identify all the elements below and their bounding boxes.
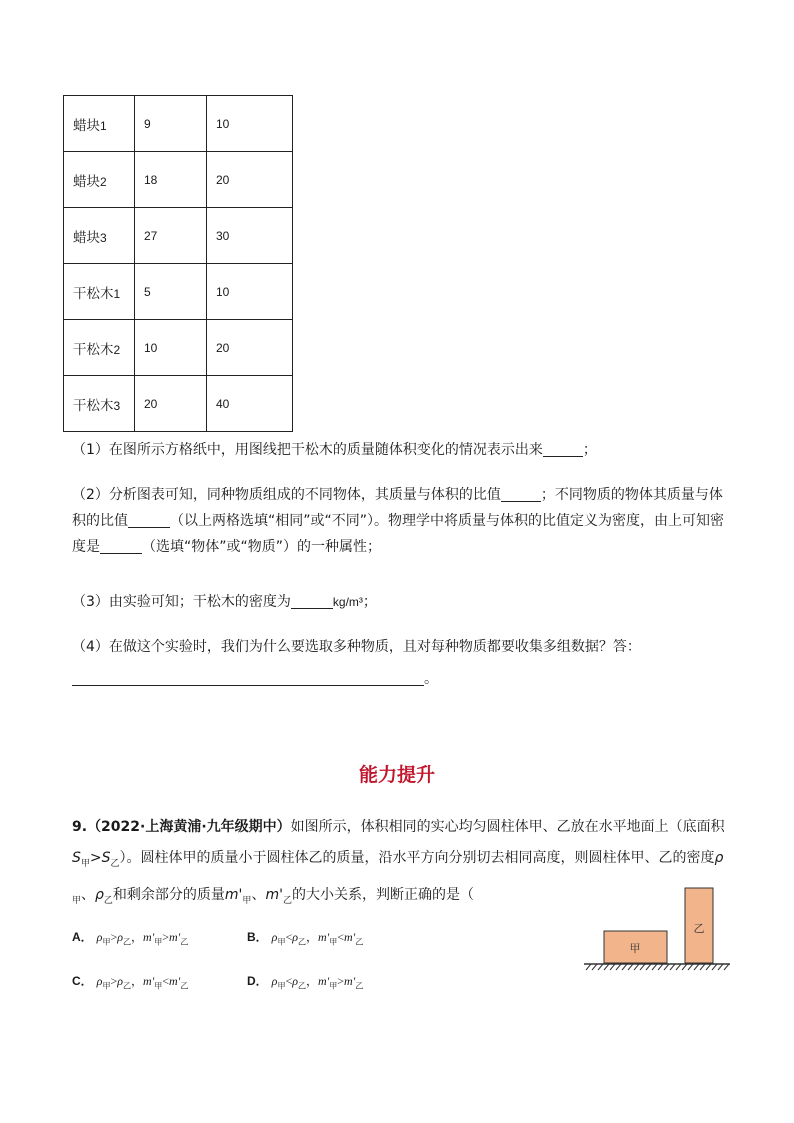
hatch-mark	[646, 964, 651, 970]
volume-cell: 10	[207, 264, 293, 320]
material-cell: 蜡块3	[64, 208, 135, 264]
hatch-mark	[616, 964, 621, 970]
question-1-text: （1）在图所示方格纸中，用图线把干松木的质量随体积变化的情况表示出来	[72, 442, 543, 458]
question-4: （4）在做这个实验时，我们为什么要选取多种物质，且对每种物质都要收集多组数据？答：	[72, 639, 641, 655]
hatch-mark	[688, 964, 693, 970]
table-row	[64, 208, 293, 264]
hatch-mark	[628, 964, 633, 970]
hatch-mark	[658, 964, 663, 970]
volume-cell: 20	[207, 320, 293, 376]
table-row	[64, 376, 293, 432]
hatch-mark	[622, 964, 627, 970]
option-label: A．	[72, 930, 93, 944]
mass-cell: 20	[135, 376, 207, 432]
cylinder-yi-label: 乙	[693, 922, 705, 935]
table-row	[64, 264, 293, 320]
volume-cell: 10	[207, 96, 293, 152]
question-2: （2）分析图表可知，同种物质组成的不同物体，其质量与体积的比值 ；不同物质的物体其质量与体积的比值 （以上两格选填“相同”或“不同”）。物理学中将质量与体积的比值定义为密度，由上可知密度是 （选填“物体”或“物质”）的一种属性；	[72, 487, 725, 555]
option-b[interactable]: B． $\rho_甲<\rho_乙$，$m'_甲<m'_乙$	[247, 930, 364, 947]
section-heading: 能力提升	[358, 764, 435, 786]
material-cell: 干松木3	[64, 376, 135, 432]
option-a[interactable]: A． $\rho_甲>\rho_乙$，$m'_甲>m'_乙$	[72, 930, 189, 947]
hatch-mark	[610, 964, 615, 970]
ground-hatching	[586, 964, 729, 970]
data-table	[63, 95, 293, 432]
hatch-mark	[664, 964, 669, 970]
table-row	[64, 96, 293, 152]
hatch-mark	[652, 964, 657, 970]
hatch-mark	[682, 964, 687, 970]
mass-cell: 5	[135, 264, 207, 320]
hatch-mark	[706, 964, 711, 970]
cylinders-figure	[582, 884, 732, 974]
answer-blank-1[interactable]	[543, 440, 583, 457]
option-c[interactable]: C． $\rho_甲>\rho_乙$，$m'_甲<m'_乙$	[72, 974, 189, 991]
option-label: C．	[72, 974, 93, 988]
answer-blank-3[interactable]	[291, 592, 333, 609]
option-label: B．	[247, 930, 268, 944]
table-row	[64, 152, 293, 208]
hatch-mark	[718, 964, 723, 970]
volume-cell: 20	[207, 152, 293, 208]
mass-cell: 10	[135, 320, 207, 376]
hatch-mark	[604, 964, 609, 970]
material-cell: 蜡块2	[64, 152, 135, 208]
hatch-mark	[694, 964, 699, 970]
hatch-mark	[700, 964, 705, 970]
question-9: 9.（2022·上海黄浦·九年级期中）如图所示，体积相同的实心均匀圆柱体甲、乙放在水平地面上（底面积$S_甲>S_乙$）。圆柱体甲的质量小于圆柱体乙的质量，沿水平方向分别切去相同高度，则圆柱体甲、乙的密度$\rho_甲$、$\rho_乙$和剩余部分的质量$m'_甲$、$m'_乙$的大小关系，判断正确的是（	[72, 819, 725, 906]
answer-blank-2c[interactable]	[100, 537, 142, 554]
hatch-mark	[586, 964, 591, 970]
hatch-mark	[712, 964, 717, 970]
hatch-mark	[592, 964, 597, 970]
cylinder-jia-label: 甲	[629, 942, 641, 955]
material-cell: 干松木2	[64, 320, 135, 376]
question-4-answer-line: 。	[72, 666, 732, 692]
question-3: （3）由实验可知；干松木的密度为 kg/m³；	[72, 594, 377, 610]
hatch-mark	[640, 964, 645, 970]
answer-blank-4[interactable]	[72, 669, 424, 686]
table-row	[64, 320, 293, 376]
answer-blank-2a[interactable]	[501, 485, 541, 502]
option-d[interactable]: D． $\rho_甲<\rho_乙$，$m'_甲>m'_乙$	[247, 974, 364, 991]
material-cell: 干松木1	[64, 264, 135, 320]
volume-cell: 40	[207, 376, 293, 432]
option-label: D．	[247, 974, 268, 988]
question-1: （1）在图所示方格纸中，用图线把干松木的质量随体积变化的情况表示出来 ；	[72, 442, 597, 458]
hatch-mark	[670, 964, 675, 970]
material-cell: 蜡块1	[64, 96, 135, 152]
answer-blank-2b[interactable]	[128, 511, 170, 528]
mass-cell: 18	[135, 152, 207, 208]
mass-cell: 27	[135, 208, 207, 264]
hatch-mark	[598, 964, 603, 970]
hatch-mark	[676, 964, 681, 970]
volume-cell: 30	[207, 208, 293, 264]
hatch-mark	[724, 964, 729, 970]
mass-cell: 9	[135, 96, 207, 152]
hatch-mark	[634, 964, 639, 970]
